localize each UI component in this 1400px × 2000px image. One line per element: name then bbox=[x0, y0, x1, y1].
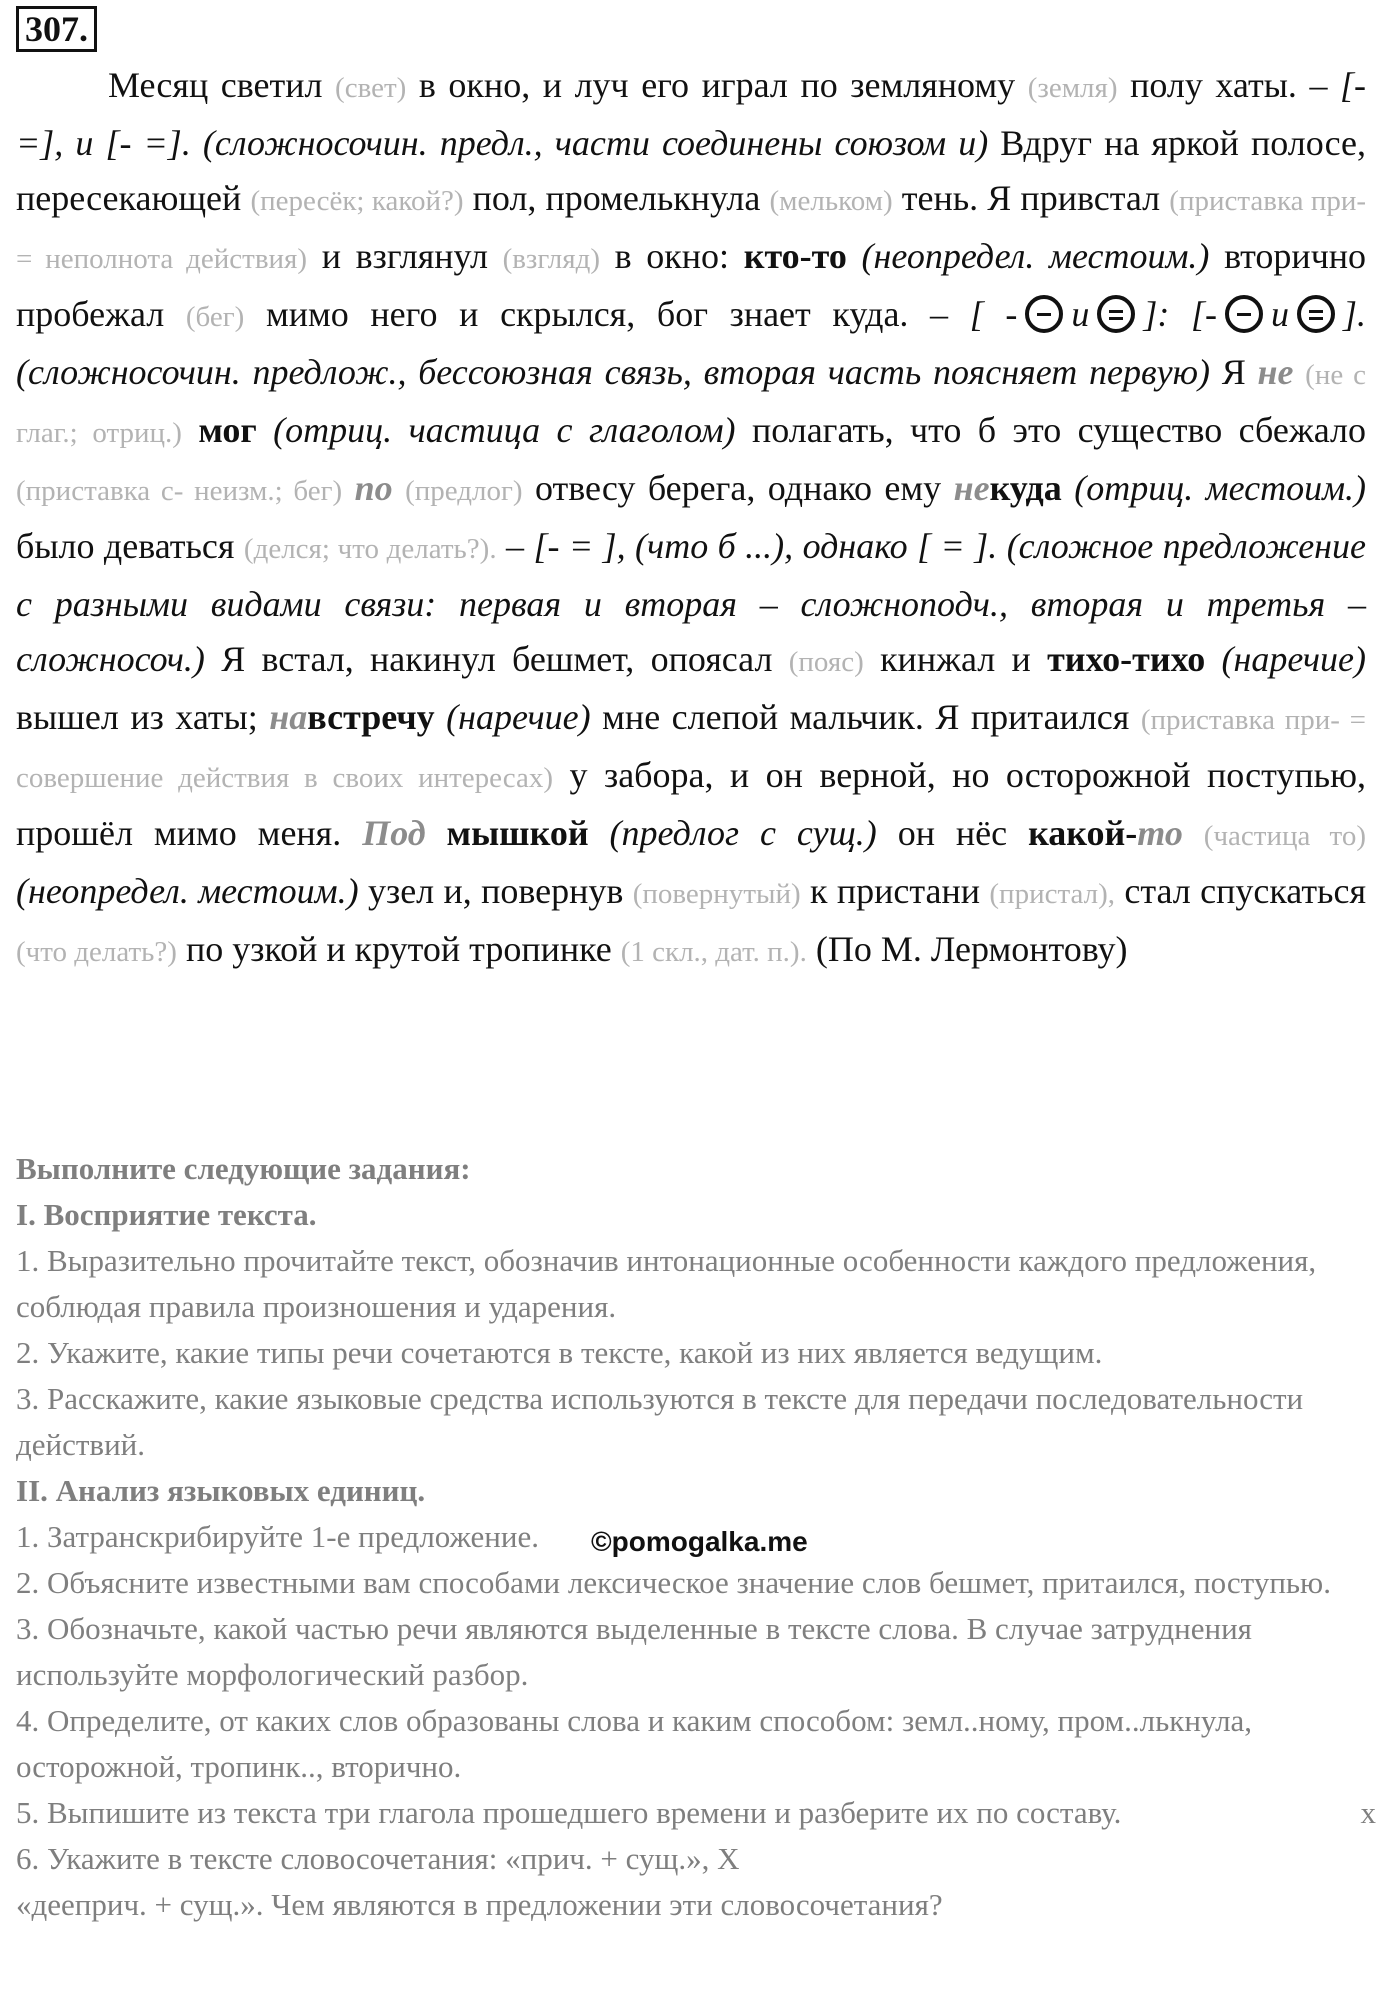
scheme-part: и bbox=[1071, 294, 1090, 334]
hint: (мельком) bbox=[769, 185, 893, 217]
subject-circle-icon bbox=[1225, 295, 1263, 333]
hint: (бег) bbox=[185, 301, 245, 333]
highlighted-particle: не bbox=[1257, 352, 1294, 392]
text-segment: полу хаты. – bbox=[1130, 65, 1328, 105]
exercise-number: 307. bbox=[16, 6, 97, 52]
grammar-note: (неопредел. местоим.) bbox=[861, 236, 1210, 276]
exercise-text bbox=[16, 58, 1366, 980]
subject-circle-icon bbox=[1025, 295, 1063, 333]
highlighted-preposition: Под bbox=[362, 813, 426, 853]
hint: (пристал), bbox=[989, 878, 1115, 910]
hint: (не с глаг.; отриц.) bbox=[16, 359, 1367, 449]
author-credit: (По М. Лермонтову) bbox=[815, 929, 1128, 969]
highlighted-word: мог bbox=[198, 410, 257, 450]
sentence-scheme: [- =], и [- =]. (сложносочин. предл., части соединены союзом и) bbox=[16, 65, 1367, 163]
highlighted-preposition: по bbox=[354, 468, 393, 508]
task-item: 2. Объясните известными вам способами лексическое значение слов бешмет, притаился, поступью. bbox=[16, 1565, 1331, 1600]
scheme-part: ]. bbox=[1342, 294, 1366, 334]
task-item: 6. Укажите в тексте словосочетания: «прич. + сущ.», Х bbox=[16, 1841, 740, 1876]
grammar-note: (наречие) bbox=[446, 697, 591, 737]
grammar-note: (отриц. местоим.) bbox=[1074, 468, 1367, 508]
text-segment: и взглянул bbox=[321, 236, 488, 276]
text-segment: полагать, что б это существо сбежало bbox=[751, 410, 1366, 450]
text-segment: вышел из хаты; bbox=[16, 697, 258, 737]
hint: (предлог) bbox=[405, 475, 523, 507]
highlighted-word: мышкой bbox=[446, 813, 589, 853]
hint: (приставка при-= неполнота действия) bbox=[16, 185, 1367, 275]
section-heading: II. Анализ языковых единиц. bbox=[16, 1473, 426, 1508]
highlighted-word: куда bbox=[989, 468, 1062, 508]
grammar-note: (отриц. частица с глаголом) bbox=[273, 410, 736, 450]
watermark: ©pomogalka.me bbox=[591, 1526, 808, 1557]
grammar-note: (неопредел. местоим.) bbox=[16, 871, 359, 911]
highlighted-word: встречу bbox=[307, 697, 435, 737]
text-segment: Я встал, накинул бешмет, опоясал bbox=[221, 639, 773, 679]
task-item: 1. Затранскрибируйте 1-е предложение. bbox=[16, 1519, 539, 1554]
hint: (земля) bbox=[1027, 72, 1118, 104]
hint: (приставка при- = совершение действия в своих интересах) bbox=[16, 704, 1367, 794]
x-mark: х bbox=[1360, 1795, 1376, 1830]
text-segment: отвесу берега, однако ему bbox=[534, 468, 942, 508]
task-item: 3. Расскажите, какие языковые средства используются в тексте для передачи последовательности действий. bbox=[16, 1381, 1304, 1462]
text-segment: вторично пробежал bbox=[16, 236, 1367, 334]
grammar-note: (наречие) bbox=[1221, 639, 1367, 679]
highlighted-prefix: не bbox=[953, 468, 990, 508]
text-segment: в окно, и луч его играл по земляному bbox=[418, 65, 1016, 105]
text-segment: он нёс bbox=[897, 813, 1008, 853]
predicate-circle-icon bbox=[1097, 295, 1135, 333]
text-segment: стал спускаться bbox=[1124, 871, 1366, 911]
text-segment: Месяц светил bbox=[108, 65, 323, 105]
task-item: «дееприч. + сущ.». Чем являются в предложении эти словосочетания? bbox=[16, 1887, 943, 1922]
task-item: 1. Выразительно прочитайте текст, обозначив интонационные особенности каждого предложения, соблюдая правила произношения и ударения. bbox=[16, 1243, 1317, 1324]
task-text: 5. Выпишите из текста три глагола прошедшего времени и разберите их по составу. bbox=[16, 1795, 1122, 1830]
text-segment: к пристани bbox=[810, 871, 981, 911]
text-segment: узел и, повернув bbox=[367, 871, 624, 911]
text-segment: по узкой и крутой тропинке bbox=[185, 929, 612, 969]
task-item: 2. Укажите, какие типы речи сочетаются в тексте, какой из них является ведущим. bbox=[16, 1335, 1103, 1370]
page bbox=[16, 6, 1382, 1994]
hint: (взгляд) bbox=[502, 243, 601, 275]
text-segment: у забора, и он верной, но осторожной поступью, прошёл мимо меня. bbox=[16, 755, 1366, 853]
hint: (приставка с- неизм.; бег) bbox=[16, 475, 343, 507]
hint: (частица то) bbox=[1203, 820, 1366, 852]
grammar-note: (сложносочин. предлож., бессоюзная связь, вторая часть поясняет первую) bbox=[16, 352, 1210, 392]
text-segment: было деваться bbox=[16, 526, 235, 566]
text-segment: Я bbox=[1221, 352, 1246, 392]
text-segment: Вдруг на яркой полосе, пересекающей bbox=[16, 123, 1366, 218]
text-segment: тень. Я привстал bbox=[901, 178, 1161, 218]
highlighted-word: какой- bbox=[1028, 813, 1138, 853]
highlighted-particle: то bbox=[1137, 813, 1183, 853]
tasks-heading: Выполните следующие задания: bbox=[16, 1151, 471, 1186]
hint: (что делать?) bbox=[16, 936, 177, 968]
task-item: 3. Обозначьте, какой частью речи являются выделенные в тексте слова. В случае затруднения используйте морфологический разбор. bbox=[16, 1611, 1252, 1692]
task-item: 4. Определите, от каких слов образованы слова и каким способом: земл..ному, пром..лькнула, осторожной, тропинк.., вторично. bbox=[16, 1703, 1253, 1784]
hint: (повернутый) bbox=[632, 878, 801, 910]
text-segment: в окно: bbox=[614, 236, 730, 276]
section-heading: I. Восприятие текста. bbox=[16, 1197, 317, 1232]
hint: (пересёк; какой?) bbox=[250, 185, 464, 217]
grammar-note: (предлог с сущ.) bbox=[609, 813, 877, 853]
scheme-part: ]: [- bbox=[1143, 294, 1217, 334]
hint: (свет) bbox=[335, 72, 407, 104]
sentence-scheme: – [- = ], (что б ...), однако [ = ]. (сложное предложение с разными видами связи: первая и вторая – сложноподч., вторая и третья – сложносоч.) bbox=[16, 526, 1367, 679]
text-segment: кинжал и bbox=[880, 639, 1031, 679]
text-segment: пол, промелькнула bbox=[472, 178, 761, 218]
text-segment: мне слепой мальчик. Я притаился bbox=[602, 697, 1130, 737]
highlighted-word: тихо-тихо bbox=[1047, 639, 1206, 679]
hint: (пояс) bbox=[788, 646, 864, 678]
scheme-part: и bbox=[1270, 294, 1289, 334]
highlighted-word: кто-то bbox=[743, 236, 847, 276]
predicate-circle-icon bbox=[1297, 295, 1335, 333]
text-segment: мимо него и скрылся, бог знает куда. – bbox=[265, 294, 949, 334]
scheme-part: [ - bbox=[969, 294, 1018, 334]
hint: (делся; что делать?). bbox=[243, 533, 497, 565]
highlighted-prefix: на bbox=[269, 697, 308, 737]
hint: (1 скл., дат. п.). bbox=[620, 936, 807, 968]
task-item bbox=[16, 1790, 1376, 1836]
